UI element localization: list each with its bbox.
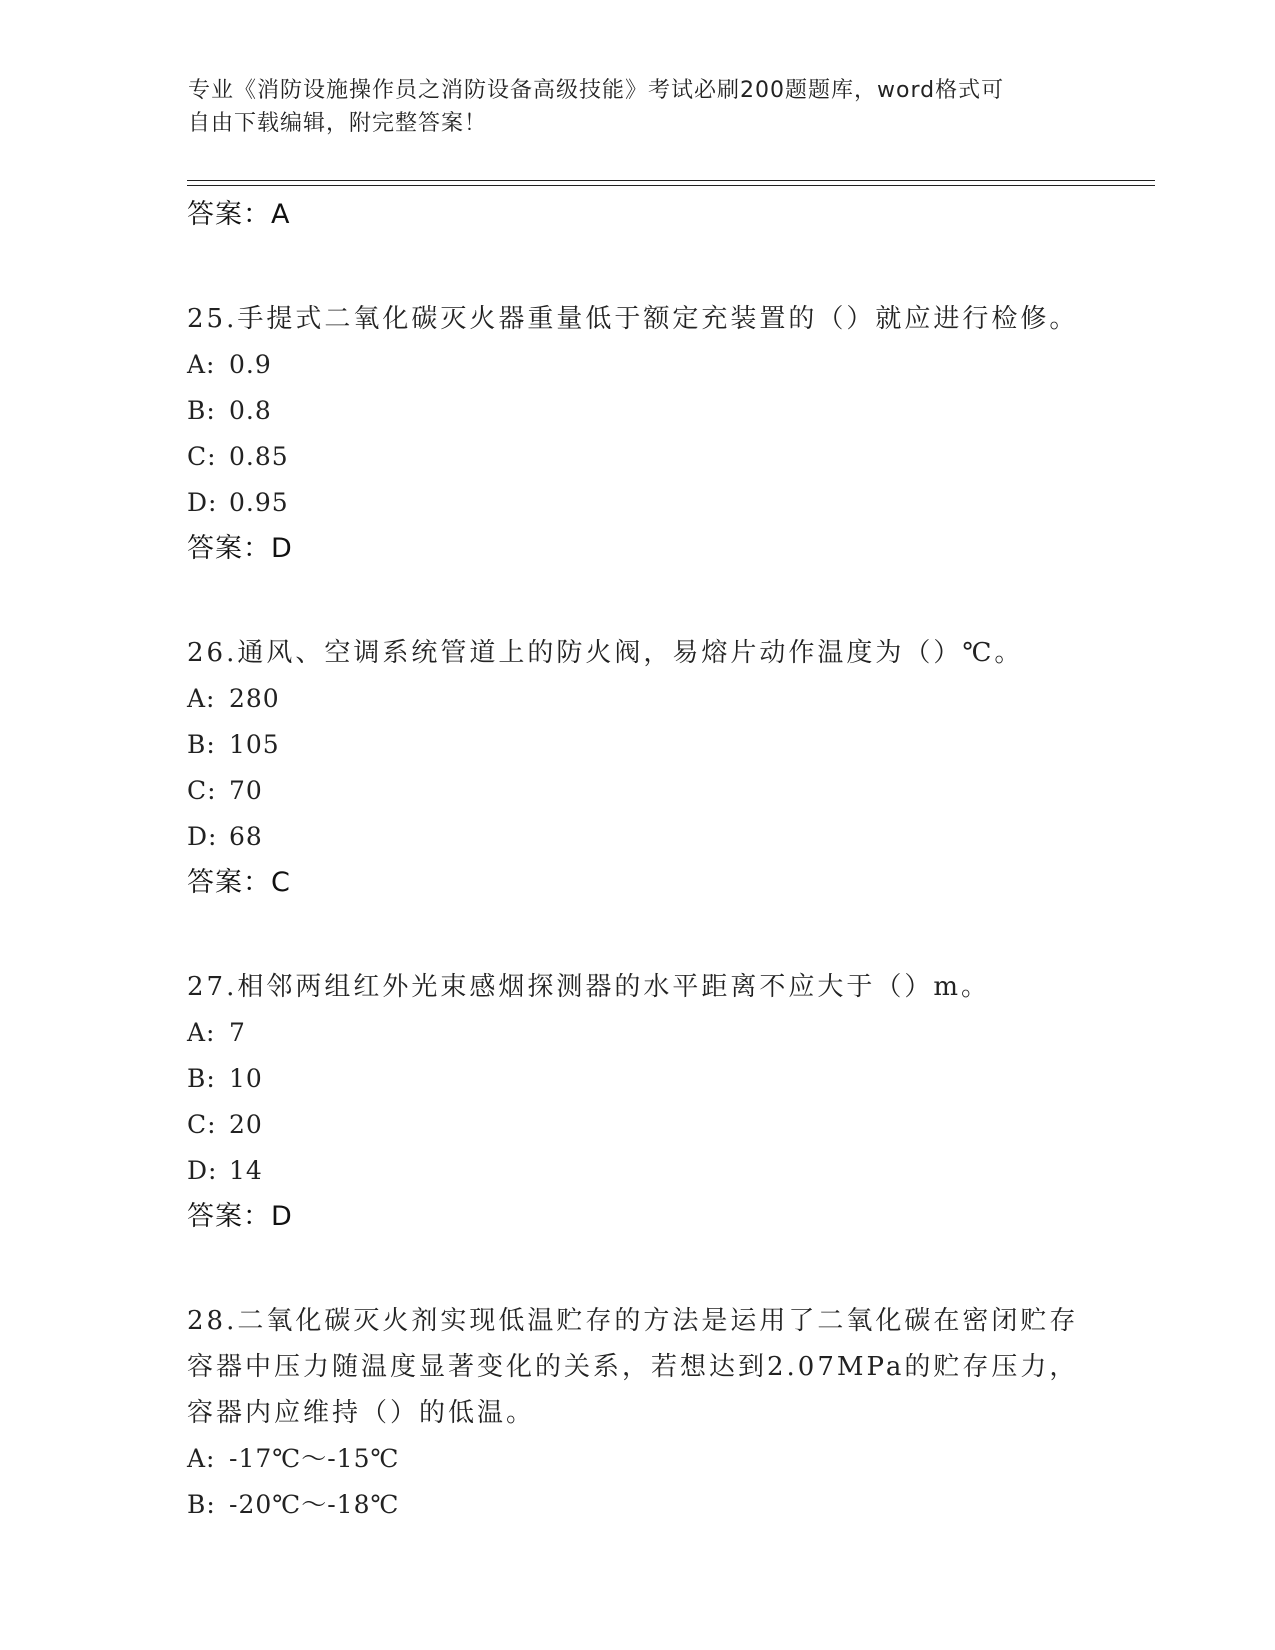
option-b: [187, 1482, 1147, 1528]
question-text-line-3: 容器内应维持（）的低温。: [187, 1398, 536, 1428]
option-value: 280: [229, 684, 280, 713]
option-d: [187, 1148, 1147, 1194]
option-value: -20℃～-18℃: [229, 1490, 400, 1519]
question-28: [187, 1298, 1147, 1528]
option-label: D:: [187, 488, 218, 517]
option-label: B:: [187, 396, 216, 425]
option-b: [187, 1056, 1147, 1102]
option-value: 0.8: [229, 396, 272, 425]
option-label: A:: [187, 684, 216, 713]
question-27: [187, 964, 1147, 1240]
option-label: B:: [187, 1064, 216, 1093]
option-label: B:: [187, 1490, 216, 1519]
option-b: [187, 722, 1147, 768]
answer-line: 答案：D: [187, 533, 293, 564]
answer-line: 答案：A: [187, 199, 291, 230]
header-line-1: 专业《消防设施操作员之消防设备高级技能》考试必刷200题题库，word格式可: [188, 78, 1005, 103]
option-b: [187, 388, 1147, 434]
option-label: D:: [187, 1156, 218, 1185]
option-a: [187, 342, 1147, 388]
option-label: A:: [187, 350, 216, 379]
option-a: [187, 676, 1147, 722]
question-text-line-2: 容器中压力随温度显著变化的关系，若想达到2.07MPa的贮存压力，: [187, 1352, 1079, 1382]
option-value: 10: [229, 1064, 263, 1093]
option-value: 0.95: [229, 488, 289, 517]
option-label: D:: [187, 822, 218, 851]
option-d: [187, 814, 1147, 860]
option-label: C:: [187, 1110, 217, 1139]
option-value: 68: [229, 822, 263, 851]
header-divider-top: [187, 180, 1155, 181]
question-26: [187, 630, 1147, 906]
option-value: 14: [229, 1156, 263, 1185]
option-label: A:: [187, 1444, 216, 1473]
answer-line: 答案：D: [187, 1201, 293, 1232]
option-value: 70: [229, 776, 263, 805]
question-list: [187, 192, 1147, 1528]
option-value: -17℃～-15℃: [229, 1444, 400, 1473]
option-value: 20: [229, 1110, 263, 1139]
question-25: [187, 296, 1147, 572]
option-label: A:: [187, 1018, 216, 1047]
header-divider-bottom: [187, 185, 1155, 186]
option-a: [187, 1436, 1147, 1482]
document-header: [188, 74, 1088, 140]
option-c: [187, 434, 1147, 480]
option-value: 105: [229, 730, 280, 759]
option-value: 7: [229, 1018, 246, 1047]
question-text: 25.手提式二氧化碳灭火器重量低于额定充装置的（）就应进行检修。: [187, 304, 1079, 334]
option-a: [187, 1010, 1147, 1056]
option-value: 0.9: [229, 350, 272, 379]
question-text-line-1: 28.二氧化碳灭火剂实现低温贮存的方法是运用了二氧化碳在密闭贮存: [187, 1306, 1079, 1336]
question-text: 26.通风、空调系统管道上的防火阀，易熔片动作温度为（）℃。: [187, 638, 1024, 668]
option-label: B:: [187, 730, 216, 759]
option-value: 0.85: [229, 442, 289, 471]
option-label: C:: [187, 776, 217, 805]
answer-line: 答案：C: [187, 867, 291, 898]
option-c: [187, 1102, 1147, 1148]
header-line-2: 自由下载编辑，附完整答案！: [188, 111, 488, 136]
option-label: C:: [187, 442, 217, 471]
option-c: [187, 768, 1147, 814]
question-text: 27.相邻两组红外光束感烟探测器的水平距离不应大于（）m。: [187, 972, 991, 1002]
option-d: [187, 480, 1147, 526]
